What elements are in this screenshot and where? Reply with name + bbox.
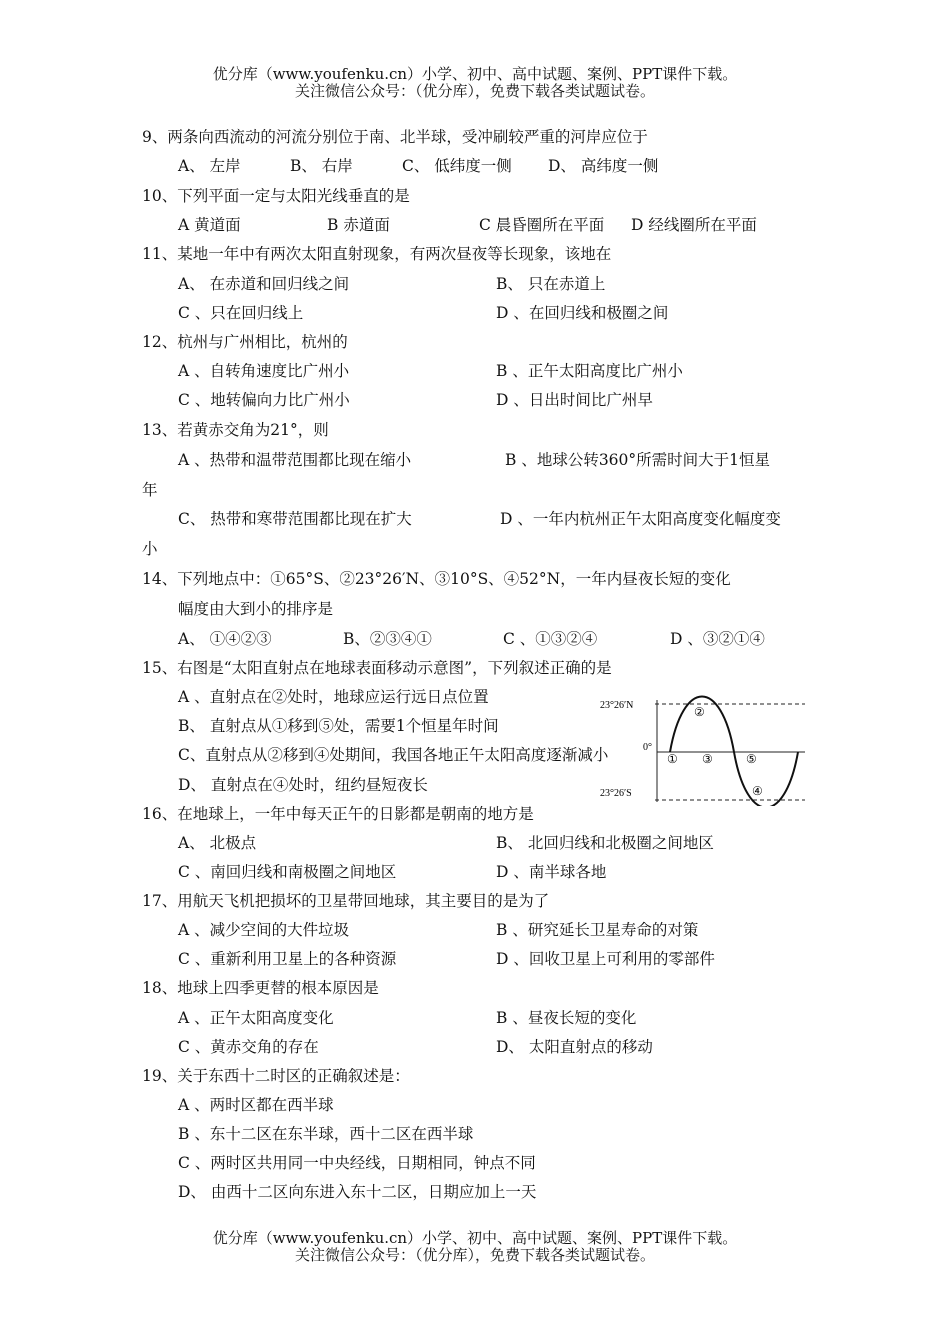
point-4-marker: ④ <box>752 784 763 798</box>
q15-option-c: C、直射点从②移到④处期间，我国各地正午太阳高度逐渐减小 <box>178 746 609 764</box>
q14-option-a: A、 ①④②③ <box>178 630 272 648</box>
question-11-stem: 11、某地一年中有两次太阳直射现象，有两次昼夜等长现象，该地在 <box>142 245 612 263</box>
q13-option-a: A 、热带和温带范围都比现在缩小 <box>178 451 412 469</box>
q16-option-c: C 、南回归线和南极圈之间地区 <box>178 863 397 881</box>
q12-option-b: B 、正午太阳高度比广州小 <box>496 362 683 380</box>
q12-option-d: D 、日出时间比广州早 <box>496 391 653 409</box>
q9-option-d: D、 高纬度一侧 <box>548 157 659 175</box>
question-10-stem: 10、下列平面一定与太阳光线垂直的是 <box>142 187 410 205</box>
q11-option-a: A、 在赤道和回归线之间 <box>178 275 350 293</box>
subsolar-point-diagram <box>595 694 815 806</box>
q16-option-d: D 、南半球各地 <box>496 863 607 881</box>
header-line-2: 关注微信公众号：（优分库），免费下载各类试题试卷。 <box>294 82 655 100</box>
q10-option-c: C 晨昏圈所在平面 <box>479 216 605 234</box>
q11-option-d: D 、在回归线和极圈之间 <box>496 304 669 322</box>
question-15-stem: 15、右图是“太阳直射点在地球表面移动示意图”，下列叙述正确的是 <box>142 659 612 677</box>
point-3-marker: ③ <box>702 752 713 766</box>
q17-option-c: C 、重新利用卫星上的各种资源 <box>178 950 397 968</box>
q19-option-b: B 、东十二区在东半球，西十二区在西半球 <box>178 1125 474 1143</box>
q19-option-c: C 、两时区共用同一中央经线，日期相同，钟点不同 <box>178 1154 536 1172</box>
q10-option-d: D 经线圈所在平面 <box>631 216 757 234</box>
q14-option-d: D 、③②①④ <box>670 630 765 648</box>
q19-option-d: D、 由西十二区向东进入东十二区，日期应加上一天 <box>178 1183 537 1201</box>
q16-option-a: A、 北极点 <box>178 834 257 852</box>
q12-option-a: A 、自转角速度比广州小 <box>178 362 350 380</box>
q9-option-a: A、 左岸 <box>178 157 241 175</box>
q15-option-d: D、 直射点在④处时，纽约昼短夜长 <box>178 776 428 794</box>
q15-option-b: B、 直射点从①移到⑤处，需要1个恒星年时间 <box>178 717 499 735</box>
q13-option-b: B 、地球公转360°所需时间大于1恒星 <box>505 451 771 469</box>
q14-option-b: B、②③④① <box>343 630 432 648</box>
q10-option-b: B 赤道面 <box>327 216 390 234</box>
question-9-stem: 9、两条向西流动的河流分别位于南、北半球，受冲刷较严重的河岸应位于 <box>142 128 648 146</box>
q18-option-d: D、 太阳直射点的移动 <box>496 1038 653 1056</box>
q17-option-a: A 、减少空间的大件垃圾 <box>178 921 350 939</box>
page-footer <box>0 1230 950 1264</box>
q19-option-a: A 、两时区都在西半球 <box>178 1096 334 1114</box>
q9-option-c: C、 低纬度一侧 <box>402 157 512 175</box>
question-16-stem: 16、在地球上，一年中每天正午的日影都是朝南的地方是 <box>142 805 534 823</box>
label-south-tropic: 23°26′S <box>600 788 632 799</box>
q17-option-d: D 、回收卫星上可利用的零部件 <box>496 950 715 968</box>
question-19-stem: 19、关于东西十二时区的正确叙述是： <box>142 1067 410 1085</box>
q18-option-b: B 、昼夜长短的变化 <box>496 1009 637 1027</box>
q13-option-b-continued: 年 <box>142 481 158 499</box>
page-header <box>0 66 950 100</box>
label-equator: 0° <box>643 742 652 753</box>
footer-line-2: 关注微信公众号：（优分库），免费下载各类试题试卷。 <box>294 1246 655 1264</box>
question-14-stem: 14、下列地点中：①65°S、②23°26′N、③10°S、④52°N，一年内昼夜长短的变化 <box>142 570 731 588</box>
point-5-marker: ⑤ <box>746 752 757 766</box>
q13-option-d: D 、一年内杭州正午太阳高度变化幅度变 <box>500 510 781 528</box>
question-14-stem-continued: 幅度由大到小的排序是 <box>178 600 334 618</box>
question-18-stem: 18、地球上四季更替的根本原因是 <box>142 979 379 997</box>
q14-option-c: C 、①③②④ <box>503 630 598 648</box>
q18-option-c: C 、黄赤交角的存在 <box>178 1038 319 1056</box>
point-2-marker: ② <box>694 705 705 719</box>
subsolar-curve <box>670 697 798 807</box>
q10-option-a: A 黄道面 <box>178 216 241 234</box>
header-line-1: 优分库（www.youfenku.cn）小学、初中、高中试题、案例、PPT课件下载。 <box>212 65 738 83</box>
q15-option-a: A 、直射点在②处时，地球应运行远日点位置 <box>178 688 489 706</box>
label-north-tropic: 23°26′N <box>600 700 634 711</box>
q16-option-b: B、 北回归线和北极圈之间地区 <box>496 834 714 852</box>
q11-option-c: C 、只在回归线上 <box>178 304 304 322</box>
question-13-stem: 13、若黄赤交角为21°，则 <box>142 421 329 439</box>
question-17-stem: 17、用航天飞机把损坏的卫星带回地球，其主要目的是为了 <box>142 892 550 910</box>
q13-option-c: C、 热带和寒带范围都比现在扩大 <box>178 510 412 528</box>
q9-option-b: B、 右岸 <box>290 157 353 175</box>
q12-option-c: C 、地转偏向力比广州小 <box>178 391 350 409</box>
q18-option-a: A 、正午太阳高度变化 <box>178 1009 334 1027</box>
footer-line-1: 优分库（www.youfenku.cn）小学、初中、高中试题、案例、PPT课件下载。 <box>212 1229 738 1247</box>
q17-option-b: B 、研究延长卫星寿命的对策 <box>496 921 699 939</box>
question-12-stem: 12、杭州与广州相比，杭州的 <box>142 333 348 351</box>
q13-option-d-continued: 小 <box>142 540 158 558</box>
point-1-marker: ① <box>667 752 678 766</box>
q11-option-b: B、 只在赤道上 <box>496 275 606 293</box>
